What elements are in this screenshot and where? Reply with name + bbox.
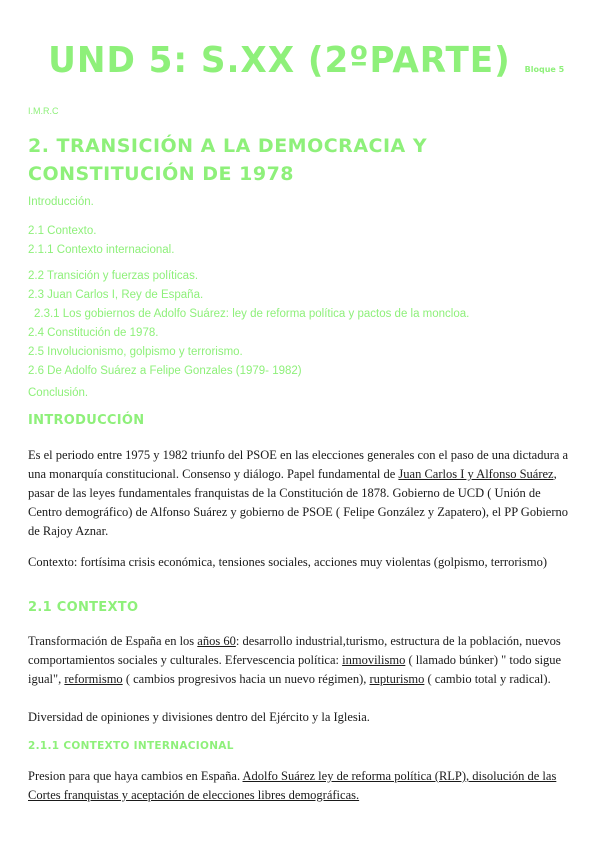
intro-heading: INTRODUCCIÓN	[28, 413, 145, 428]
internacional-paragraph	[28, 767, 576, 805]
document-title-subscript: Bloque 5	[524, 65, 565, 74]
contexto-paragraph	[28, 632, 576, 689]
toc-item: 2.3 Juan Carlos I, Rey de España.	[28, 289, 204, 301]
contexto-text: : desarrollo industrial,turismo, estructura de la población, nuevos comportamientos sociales y culturales. Efervescencia política:	[28, 634, 561, 667]
internacional-heading: 2.1.1 CONTEXTO INTERNACIONAL	[28, 740, 234, 752]
toc-item: 2.5 Involucionismo, golpismo y terrorismo.	[28, 346, 243, 358]
toc-item: Conclusión.	[28, 387, 89, 399]
contexto-text: Transformación de España en los	[28, 634, 198, 648]
contexto-underlined-text: inmovilismo	[342, 653, 406, 667]
intro-paragraph	[28, 446, 576, 541]
internacional-text: Presion para que haya cambios en España.	[28, 769, 243, 783]
contexto-underlined-text: rupturismo	[369, 672, 425, 686]
contexto-heading: 2.1 CONTEXTO	[28, 600, 139, 615]
contexto-paragraph-2: Diversidad de opiniones y divisiones dentro del Ejército y la Iglesia.	[28, 710, 370, 724]
toc-item: 2.3.1 Los gobiernos de Adolfo Suárez: ley de reforma política y pactos de la moncloa.	[34, 308, 470, 320]
intro-text: , pasar de las leyes fundamentales franquistas de la Constitución de 1878. Gobierno de UCD ( Unión de Centro demográfico) de Alfonso Suárez y gobierno de PSOE ( Felipe González y Zapatero), el PP Gobierno de Rajoy Aznar.	[28, 467, 569, 538]
toc-item: 2.6 De Adolfo Suárez a Felipe Gonzales (1979- 1982)	[28, 365, 302, 377]
intro-underlined-text: Juan Carlos I y Alfonso Suárez	[398, 467, 554, 481]
contexto-underlined-text: reformismo	[64, 672, 123, 686]
internacional-underlined-text: Adolfo Suárez ley de reforma política (RLP), disolución de las Cortes franquistas y aceptación de elecciones libres demográficas.	[28, 769, 557, 802]
section-heading: 2. TRANSICIÓN A LA DEMOCRACIA Y CONSTITUCIÓN DE 1978	[28, 135, 428, 185]
contexto-text: ( cambio total y radical).	[424, 672, 551, 686]
author-initials: I.M.R.C	[28, 106, 59, 116]
document-title: UND 5: S.XX (2ºPARTE)	[47, 40, 511, 81]
contexto-underlined-text: años 60	[197, 634, 236, 648]
contexto-text: ( cambios progresivos hacia un nuevo régimen),	[122, 672, 370, 686]
contexto-text: ( llamado búnker) " todo sigue igual",	[28, 653, 562, 686]
toc-item: Introducción.	[28, 196, 94, 208]
intro-context-paragraph: Contexto: fortísima crisis económica, tensiones sociales, acciones muy violentas (golpismo, terrorismo)	[28, 555, 547, 569]
document-title-block	[0, 40, 600, 81]
toc-item: 2.1 Contexto.	[28, 225, 97, 237]
toc-item: 2.4 Constitución de 1978.	[28, 327, 159, 339]
toc-item: 2.2 Transición y fuerzas políticas.	[28, 270, 199, 282]
intro-text: Es el periodo entre 1975 y 1982 triunfo del PSOE en las elecciones generales con el paso de una dictadura a una monarquía constitucional. Consenso y diálogo. Papel fundamental de	[28, 448, 569, 481]
toc-item: 2.1.1 Contexto internacional.	[28, 244, 175, 256]
